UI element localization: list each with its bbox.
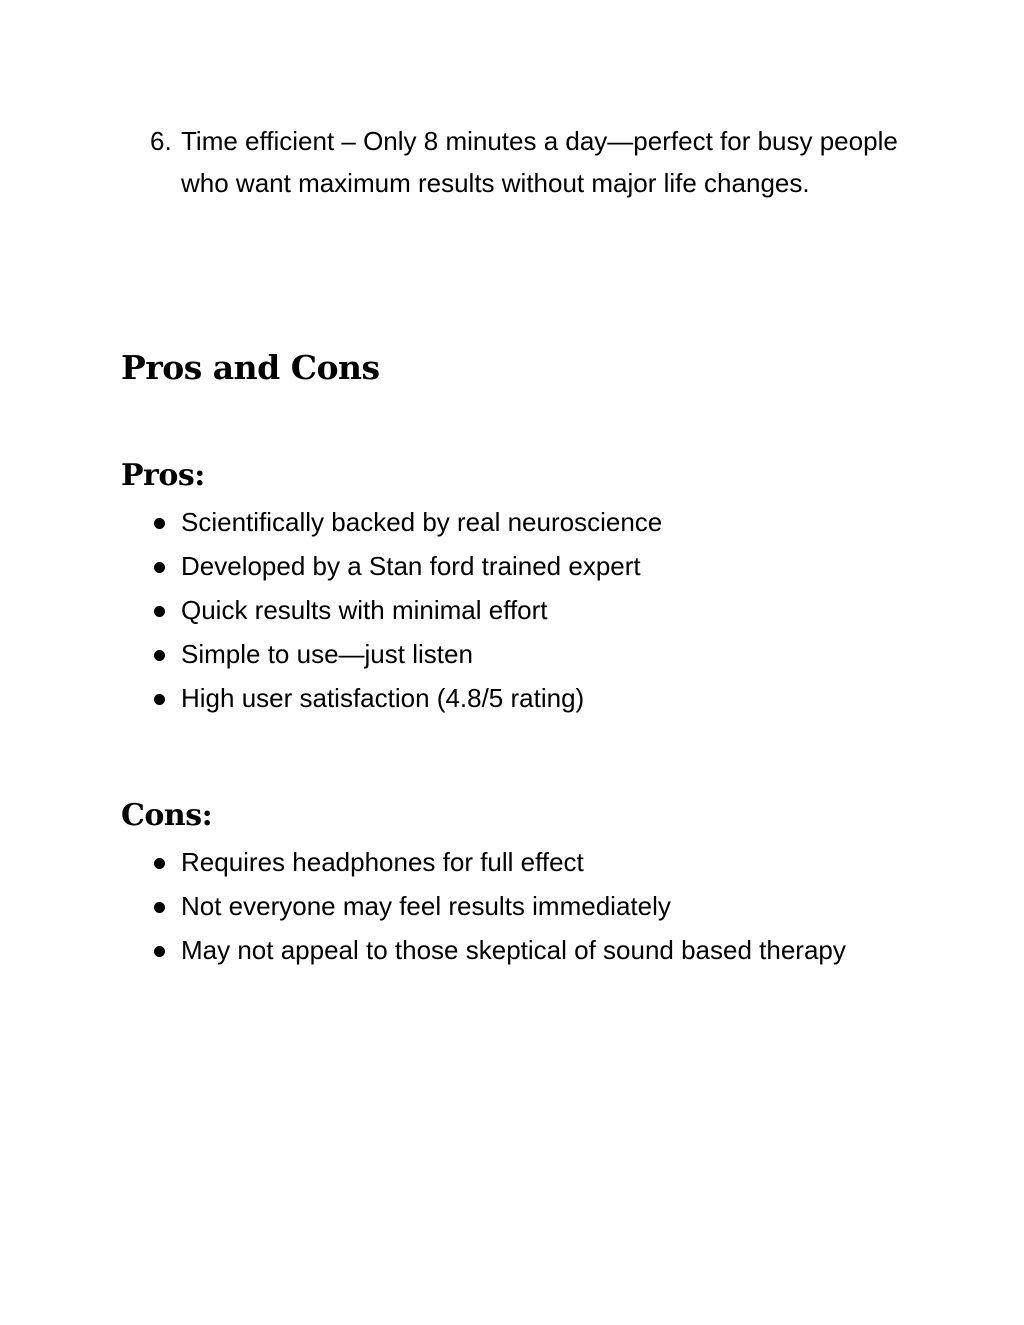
list-item <box>150 884 846 928</box>
list-item <box>150 588 662 632</box>
bullet-icon <box>154 694 165 705</box>
bullet-icon <box>154 518 165 529</box>
list-item-text: Scientifically backed by real neuroscience <box>181 507 663 537</box>
list-item-text: Quick results with minimal effort <box>181 595 548 625</box>
bullet-icon <box>154 902 165 913</box>
numbered-list-item <box>150 120 910 204</box>
list-item <box>150 500 662 544</box>
bullet-icon <box>154 946 165 957</box>
list-item <box>150 632 662 676</box>
bullet-icon <box>154 562 165 573</box>
bullet-icon <box>154 650 165 661</box>
list-item <box>150 544 662 588</box>
list-item <box>150 676 662 720</box>
list-item-text: May not appeal to those skeptical of sound based therapy <box>181 935 846 965</box>
pros-list <box>150 500 662 720</box>
list-item <box>150 840 846 884</box>
list-item-text: Not everyone may feel results immediately <box>181 891 671 921</box>
cons-heading: Cons: <box>121 798 213 833</box>
list-item-text: Developed by a Stan ford trained expert <box>181 551 641 581</box>
bullet-icon <box>154 606 165 617</box>
list-item <box>150 928 846 972</box>
list-item-text: High user satisfaction (4.8/5 rating) <box>181 683 585 713</box>
bullet-icon <box>154 858 165 869</box>
cons-list <box>150 840 846 972</box>
list-item-text: Requires headphones for full effect <box>181 847 584 877</box>
pros-heading: Pros: <box>121 458 205 493</box>
list-item-text: Time efficient – Only 8 minutes a day—perfect for busy people who want maximum results without major life changes. <box>181 126 898 198</box>
section-title: Pros and Cons <box>121 348 380 387</box>
list-number: 6. <box>150 126 172 156</box>
list-item-text: Simple to use—just listen <box>181 639 473 669</box>
